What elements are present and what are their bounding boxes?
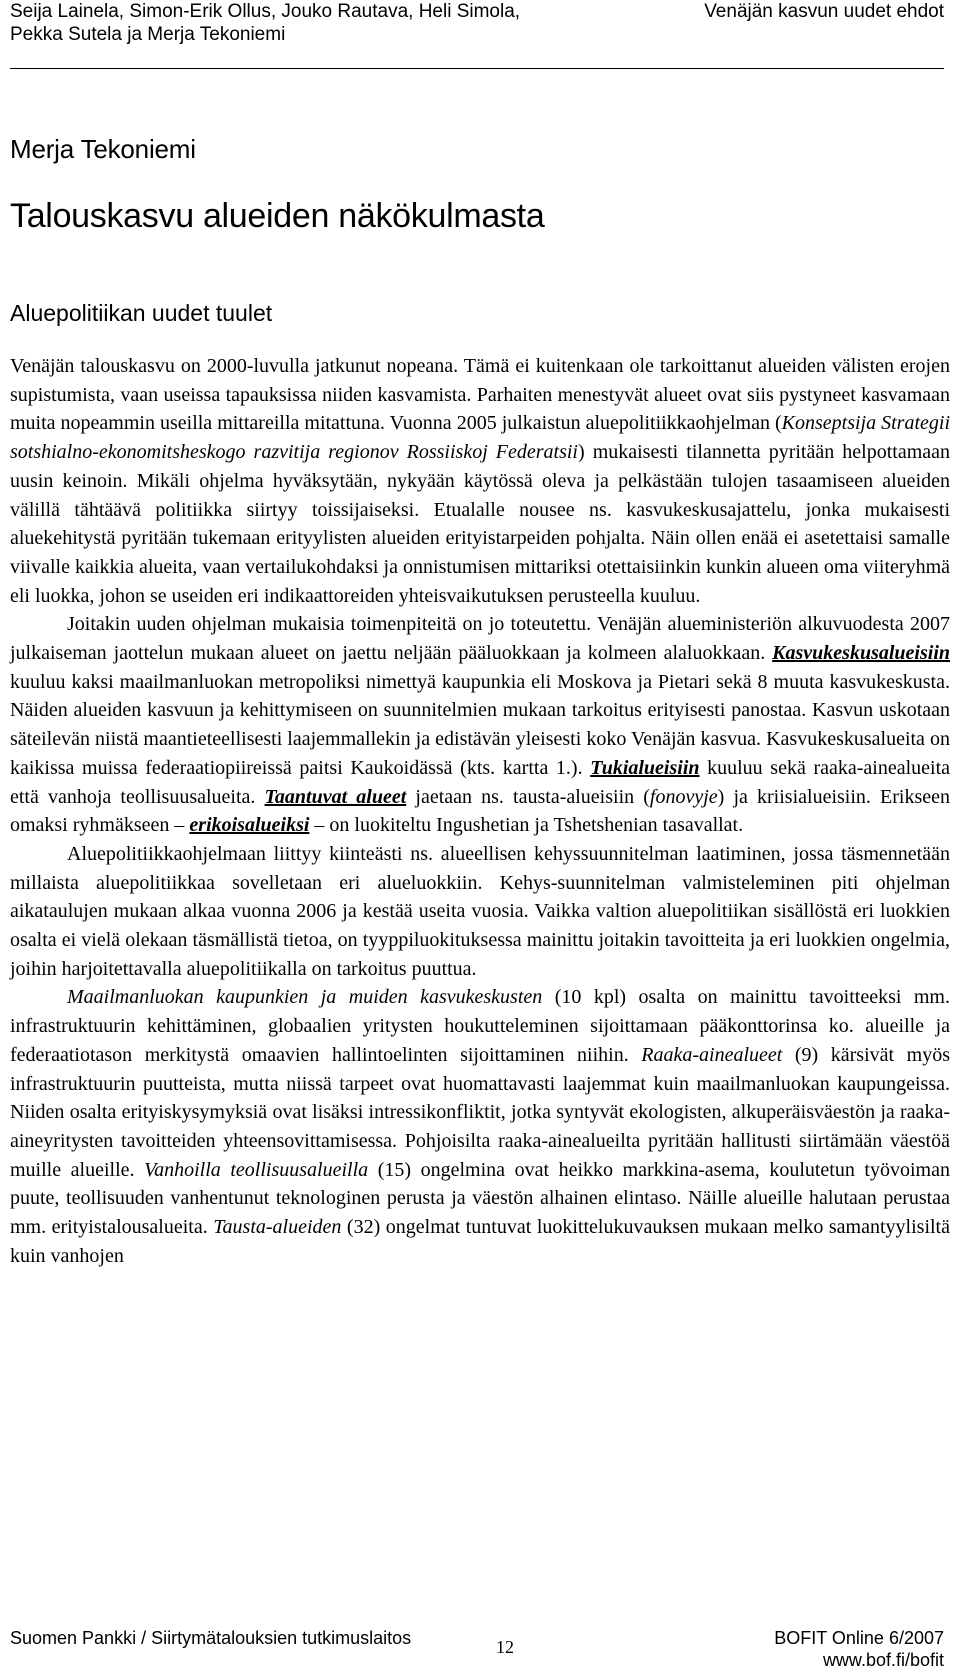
text-run: (10 kpl) osalta on mainittu tavoitteeksi mm. infrastruktuurin kehittäminen, globaalien yritysten houkutteleminen sijoittamaan pääkonttorinsa ko. alueille ja federaatiotason merkitystä omaavien hallintoelinten sijoittaminen niihin. [10, 986, 950, 1066]
header-authors-line2: Pekka Sutela ja Merja Tekoniemi [10, 24, 286, 45]
text-run: (9) kärsivät myös infrastruktuurin puutteista, mutta niissä tarpeet ovat huomattavasti laajemmat kuin maailmanluokan kaupungeissa. Niiden osalta erityiskysymyksiä ovat lisäksi intressikonfliktit, jotka syntyvät ekologisten, alkuperäisväestön ja raaka-aineyritysten tavoitteiden yhteensovittamisessa. Pohjoisilta raaka-ainealueilta pyritään hallitusti siirtämään väestöä muille alueille. [10, 1043, 950, 1181]
footer-publisher: Suomen Pankki / Siirtymätalouksien tutkimuslaitos [10, 1628, 412, 1648]
term-taantuvat-alueet: Taantuvat alueet [264, 785, 407, 808]
footer-publication-name: BOFIT Online 6/2007 [774, 1628, 944, 1648]
term-fonovyje: fonovyje [649, 785, 718, 808]
term-raaka-ainealueet: Raaka-ainealueet [641, 1043, 783, 1066]
term-kasvukeskusalueisiin: Kasvukeskusalueisiin [772, 642, 950, 665]
header-series-title: Venäjän kasvun uudet ehdot [704, 1, 944, 22]
text-run: Venäjän talouskasvu on 2000-luvulla jatkunut nopeana. Tämä ei kuitenkaan ole tarkoittanut alueiden välisten erojen supistumista, vaan useissa tapauksissa niiden kasvamista. Parhaiten menestyvät alueet ovat siis pystyneet kasvamaan muita nopeammin useilla mittareilla mitattuna. Vuonna 2005 julkaistun aluepolitiikkaohjelman ( [10, 355, 950, 435]
paragraph-3: Aluepolitiikkaohjelmaan liittyy kiinteästi ns. alueellisen kehyssuunnitelman laatiminen, jossa täsmennetään millaista aluepolitiikkaa sovelletaan eri alueluokkiin. Kehys-suunnitelman valmisteleminen piti ohjelman aikataulujen mukaan alkaa vuonna 2006 ja kestää useita vuosia. Vaikka valtion aluepolitiikan sisällöstä eri luokkien osalta ei vielä olekaan täsmällistä tietoa, on tyyppiluokituksessa mainittu joitakin tavoitteita ja eri luokkien ongelmia, joihin harjoitettavalla aluepolitiikalla on tarkoitus puuttua. [10, 842, 950, 980]
article-author: Merja Tekoniemi [10, 134, 196, 164]
section-heading: Aluepolitiikan uudet tuulet [10, 300, 273, 326]
article-title: Talouskasvu alueiden näkökulmasta [10, 197, 545, 235]
paragraph-4 [10, 983, 950, 1270]
paragraph-2 [10, 610, 950, 840]
text-run: ) mukaisesti tilannetta pyritään helpottamaan uusin keinoin. Mikäli ohjelma hyväksytään, nykyään käytössä oleva ja pelkästään tulojen tasaamiseen alueiden välillä tähtäävä politiikka siirtyy toissijaiseksi. Etualalle nousee ns. kasvukeskusajattelu, jonka mukaisesti aluekehitystä pyritään tukemaan erityylisten alueiden erityistarpeiden pohjalta. Näin ollen enää ei asetettaisi samalle viivalle kaikkia alueita, vaan vertailukohdaksi ja onnistumisen mittariksi otettaisiinkin kunkin alueen oma viiteryhmä eli luokka, johon se useiden eri indikaattoreiden yhteisvaikutuksen perusteella kuuluu. [10, 441, 950, 607]
article-body [10, 352, 950, 1271]
header-authors [10, 0, 520, 46]
concept-title-italic: Konseptsija Strategii sotshialno-ekonomitsheskogo razvitija regionov Rossiiskoj Federatsii [10, 412, 951, 464]
text-run: Joitakin uuden ohjelman mukaisia toimenpiteitä on jo toteutettu. Venäjän alueministeriön alkuvuodesta 2007 julkaiseman jaottelun mukaan alueet on jaettu neljään pääluokkaan ja kolmeen alaluokkaan. [10, 613, 950, 665]
footer-url: www.bof.fi/bofit [822, 1650, 944, 1670]
text-run: ) ja kriisialueisiin. Erikseen omaksi ryhmäkseen – [10, 785, 950, 837]
term-tausta-alueet: Tausta-alueiden [213, 1216, 342, 1239]
header-authors-line1: Seija Lainela, Simon-Erik Ollus, Jouko Rautava, Heli Simola, [10, 1, 521, 22]
term-tukialueisiin: Tukialueisiin [590, 756, 700, 779]
text-run: (15) ongelmina ovat heikko markkina-asema, koulutetun työvoiman puute, teollisuuden vanhentunut teknologinen perusta ja väestön alhainen elintaso. Näille alueille halutaan perustaa mm. erityistalousalueita. [10, 1158, 950, 1239]
footer-publication [774, 1627, 944, 1671]
text-run: (32) ongelmat tuntuvat luokittelukuvauksen mukaan melko samantyylisiltä kuin vanhojen [10, 1216, 950, 1267]
term-vanhat-teollisuusalueet: Vanhoilla teollisuusalueilla [144, 1158, 369, 1181]
text-run: kuuluu sekä raaka-ainealueita että vanhoja teollisuusalueita. [10, 756, 951, 808]
page-header [10, 0, 944, 69]
term-maailmanluokan-kaupungit: Maailmanluokan kaupunkien ja muiden kasvukeskusten [67, 986, 543, 1009]
text-run: kuuluu kaksi maailmanluokan metropoliksi nimettyä kaupunkia eli Moskova ja Pietari sekä 8 muuta kasvukeskusta. Näiden alueiden kasvuun ja kehittymiseen on suunnitelmien mukaan tarkoitus erityisesti panostaa. Kasvun uskotaan säteilevän niistä maantieteellisesti laajemmallekin ja edistävän yleisesti koko Venäjän kasvua. Kasvukeskusalueita on kaikissa muissa federaatiopiireissä paitsi Kaukoidässä (kts. kartta 1.). [10, 670, 950, 779]
page-number: 12 [496, 1637, 514, 1657]
text-run: jaetaan ns. tausta-alueisiin ( [406, 785, 650, 808]
paragraph-1 [10, 352, 950, 610]
text-run: – on luokiteltu Ingushetian ja Tshetshenian tasavallat. [309, 814, 744, 837]
page-footer [10, 1625, 944, 1671]
term-erikoisalueiksi: erikoisalueiksi [189, 814, 310, 837]
